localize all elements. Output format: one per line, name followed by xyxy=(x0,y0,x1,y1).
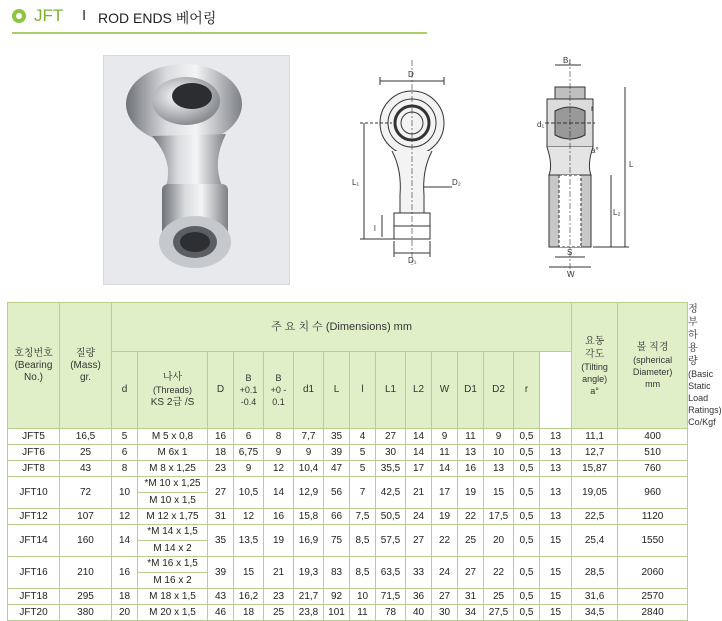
cell-w: 27 xyxy=(432,589,458,605)
cell-d2: 15 xyxy=(484,477,514,509)
cell-thread xyxy=(138,605,208,621)
col-d1: d1 xyxy=(294,352,324,429)
cell-l: 92 xyxy=(324,589,350,605)
cell-d1: 15,8 xyxy=(294,509,324,525)
cell-d: 10 xyxy=(112,477,138,509)
cell-mass: 72 xyxy=(60,477,112,509)
cell-thread xyxy=(138,589,208,605)
col-L1: L1 xyxy=(376,352,406,429)
cell-thread xyxy=(138,429,208,445)
cell-l: 4 xyxy=(350,429,376,445)
cell-r: 0,5 xyxy=(514,525,540,557)
cell-l: 5 xyxy=(350,445,376,461)
cell-mass: 160 xyxy=(60,525,112,557)
cell-r: 0,5 xyxy=(514,461,540,477)
dim-d1-label: d₁ xyxy=(537,120,545,129)
dim-l-label: l xyxy=(374,224,376,233)
cell-b1: 14 xyxy=(264,477,294,509)
cell-d: 12 xyxy=(112,509,138,525)
dim-D1-label: D₁ xyxy=(408,256,417,265)
cell-b: 16,2 xyxy=(234,589,264,605)
cell-d: 18 xyxy=(208,445,234,461)
cell-d1: 10,4 xyxy=(294,461,324,477)
dim-D2-label: D₂ xyxy=(452,178,461,187)
cell-no: JFT10 xyxy=(8,477,60,509)
table-row xyxy=(8,509,688,525)
cell-no: JFT6 xyxy=(8,445,60,461)
table-row xyxy=(8,445,688,461)
cell-b1: 25 xyxy=(264,605,294,621)
cell-w: 24 xyxy=(432,557,458,589)
cell-ball: 28,5 xyxy=(572,557,618,589)
cell-no: JFT8 xyxy=(8,461,60,477)
cell-l2: 36 xyxy=(406,589,432,605)
cell-l: 39 xyxy=(324,445,350,461)
cell-d: 46 xyxy=(208,605,234,621)
cell-l1: 27 xyxy=(376,429,406,445)
cell-d: 43 xyxy=(208,589,234,605)
cell-d1: 21,7 xyxy=(294,589,324,605)
cell-d2: 20 xyxy=(484,525,514,557)
cell-d1: 13 xyxy=(458,445,484,461)
cell-load: 2570 xyxy=(618,589,688,605)
cell-d: 27 xyxy=(208,477,234,509)
cell-b: 18 xyxy=(234,605,264,621)
cell-b: 10,5 xyxy=(234,477,264,509)
cell-mass: 43 xyxy=(60,461,112,477)
cell-l: 5 xyxy=(350,461,376,477)
cell-b: 6,75 xyxy=(234,445,264,461)
col-L: L xyxy=(324,352,350,429)
cell-d1: 19 xyxy=(458,477,484,509)
cell-tilt: 13 xyxy=(540,429,572,445)
cell-tilt: 13 xyxy=(540,445,572,461)
cell-d2: 22 xyxy=(484,557,514,589)
cell-d1: 22 xyxy=(458,509,484,525)
cell-l2: 14 xyxy=(406,445,432,461)
cell-ball: 25,4 xyxy=(572,525,618,557)
thread-spec: M 6x 1 xyxy=(157,446,188,458)
cell-tilt: 15 xyxy=(540,589,572,605)
cell-r: 0,5 xyxy=(514,557,540,589)
cell-r: 0,5 xyxy=(514,477,540,509)
cell-d2: 17,5 xyxy=(484,509,514,525)
cell-b1: 9 xyxy=(264,445,294,461)
col-mass: 질량 (Mass) gr. xyxy=(60,303,112,429)
col-bearing-no: 호칭번호 (Bearing No.) xyxy=(8,303,60,429)
cell-l1: 42,5 xyxy=(376,477,406,509)
spec-table: 호칭번호 (Bearing No.) 질량 (Mass) gr. 주 요 치 수 (Dimensions) mm 요동 각도 (Tilting angle) a° 볼 직경 (spherical Diameter) mm 정부하용량 (Basic Static Load Ratings) Co/Kgf d 나사 (Threads) KS 2급 /S D B +0.1 -0.4 B +0 - 0.1 d1 L l L1 L2 W D1 D2 r JFT5 16,5 5 M 5 x 0,8 16 6 8 7,7 35 4 27 14 9 11 9 0,5 13 11,1 400 JFT6 25 6 M 6x 1 18 6,75 9 9 39 5 30 14 11 13 10 0,5 13 12,7 510 JFT8 43 8 M 8 x 1,25 23 9 12 10,4 47 5 35,5 17 14 16 13 0,5 13 15,87 760 JFT10 72 10 *M 10 x 1,25 M 10 x 1,5 27 10,5 14 12,9 56 7 42,5 21 17 19 15 0,5 13 19,05 960 JFT12 107 12 M 12 x 1,75 31 12 16 15,8 66 7,5 50,5 24 19 22 17,5 0,5 13 22,5 1120 JFT14 160 14 *M 14 x 1,5 M 14 x 2 35 13,5 19 16,9 75 8,5 57,5 27 22 25 20 0,5 15 25,4 1550 JFT16 210 16 *M 16 x 1,5 M 16 x 2 39 15 21 19,3 83 8,5 63,5 33 24 27 22 0,5 15 28,5 2060 JFT18 295 18 M 18 x 1,5 43 16,2 23 21,7 92 10 71,5 36 27 31 25 0,5 15 31,6 2570 JFT20 380 20 M 20 x 1,5 46 18 25 23,8 101 11 78 40 30 34 27,5 0,5 15 34,5 2840 xyxy=(7,302,688,621)
cell-tilt: 13 xyxy=(540,509,572,525)
col-r: r xyxy=(514,352,540,429)
cell-b1: 19 xyxy=(264,525,294,557)
col-ball-diameter: 볼 직경 (spherical Diameter) mm xyxy=(618,303,688,429)
table-row xyxy=(8,557,688,589)
thread-spec: M 16 x 2 xyxy=(137,572,208,587)
col-L2: L2 xyxy=(406,352,432,429)
cell-no: JFT12 xyxy=(8,509,60,525)
cell-mass: 210 xyxy=(60,557,112,589)
dim-L1-label: L₁ xyxy=(352,178,360,187)
cell-l1: 35,5 xyxy=(376,461,406,477)
cell-d1: 31 xyxy=(458,589,484,605)
cell-d1: 11 xyxy=(458,429,484,445)
col-tilting: 요동 각도 (Tilting angle) a° xyxy=(572,303,618,429)
dim-L2-label: L₂ xyxy=(613,208,621,217)
cell-tilt: 15 xyxy=(540,605,572,621)
cell-l1: 50,5 xyxy=(376,509,406,525)
cell-d2: 10 xyxy=(484,445,514,461)
cell-no: JFT5 xyxy=(8,429,60,445)
thread-spec: M 8 x 1,25 xyxy=(149,462,196,474)
cell-load: 1550 xyxy=(618,525,688,557)
cell-thread xyxy=(138,477,208,509)
cell-l2: 33 xyxy=(406,557,432,589)
cell-l: 8,5 xyxy=(350,557,376,589)
cell-tilt: 15 xyxy=(540,557,572,589)
cell-l2: 27 xyxy=(406,525,432,557)
cell-r: 0,5 xyxy=(514,605,540,621)
cell-l: 10 xyxy=(350,589,376,605)
thread-spec: *M 10 x 1,25 xyxy=(144,478,201,489)
cell-load: 400 xyxy=(618,429,688,445)
cell-load: 1120 xyxy=(618,509,688,525)
table-row xyxy=(8,477,688,509)
cell-tilt: 13 xyxy=(540,477,572,509)
cell-d1: 16,9 xyxy=(294,525,324,557)
cell-load: 2060 xyxy=(618,557,688,589)
thread-spec: M 18 x 1,5 xyxy=(149,590,196,602)
header-rule xyxy=(12,32,427,34)
cell-l1: 30 xyxy=(376,445,406,461)
cell-thread xyxy=(138,557,208,589)
cell-w: 14 xyxy=(432,461,458,477)
cell-l: 7,5 xyxy=(350,509,376,525)
cell-d: 16 xyxy=(208,429,234,445)
cell-b: 9 xyxy=(234,461,264,477)
cell-l1: 57,5 xyxy=(376,525,406,557)
cell-l2: 17 xyxy=(406,461,432,477)
col-D2: D2 xyxy=(484,352,514,429)
page-header xyxy=(12,4,432,32)
cell-w: 30 xyxy=(432,605,458,621)
thread-spec: M 14 x 2 xyxy=(137,540,208,555)
dim-r-label: r xyxy=(591,104,594,113)
front-view-drawing xyxy=(352,55,472,280)
dim-B1-label: B₁ xyxy=(563,56,572,65)
cell-no: JFT20 xyxy=(8,605,60,621)
cell-load: 510 xyxy=(618,445,688,461)
cell-ball: 15,87 xyxy=(572,461,618,477)
table-row xyxy=(8,525,688,557)
cell-l2: 21 xyxy=(406,477,432,509)
dim-a-label: a° xyxy=(591,146,599,155)
col-l: l xyxy=(350,352,376,429)
col-B: B +0.1 -0.4 xyxy=(234,352,264,429)
cell-d: 5 xyxy=(112,429,138,445)
cell-ball: 12,7 xyxy=(572,445,618,461)
cell-no: JFT14 xyxy=(8,525,60,557)
cell-d1: 12,9 xyxy=(294,477,324,509)
side-view-drawing xyxy=(525,55,655,280)
cell-thread xyxy=(138,461,208,477)
cell-l: 11 xyxy=(350,605,376,621)
product-photo xyxy=(103,55,290,285)
cell-l1: 78 xyxy=(376,605,406,621)
cell-l: 35 xyxy=(324,429,350,445)
cell-d1: 9 xyxy=(294,445,324,461)
cell-d: 23 xyxy=(208,461,234,477)
cell-l: 47 xyxy=(324,461,350,477)
cell-l1: 71,5 xyxy=(376,589,406,605)
cell-d2: 27,5 xyxy=(484,605,514,621)
cell-mass: 16,5 xyxy=(60,429,112,445)
cell-d2: 9 xyxy=(484,429,514,445)
cell-d1: 19,3 xyxy=(294,557,324,589)
cell-ball: 19,05 xyxy=(572,477,618,509)
table-row xyxy=(8,605,688,621)
cell-l2: 40 xyxy=(406,605,432,621)
cell-r: 0,5 xyxy=(514,445,540,461)
thread-spec: M 10 x 1,5 xyxy=(137,492,208,507)
cell-r: 0,5 xyxy=(514,589,540,605)
title-separator: I xyxy=(82,7,87,24)
cell-ball: 11,1 xyxy=(572,429,618,445)
thread-spec: *M 16 x 1,5 xyxy=(147,558,198,569)
table-row xyxy=(8,589,688,605)
cell-d: 6 xyxy=(112,445,138,461)
cell-r: 0,5 xyxy=(514,429,540,445)
dim-L-label: L xyxy=(629,160,634,169)
table-row xyxy=(8,461,688,477)
cell-l: 8,5 xyxy=(350,525,376,557)
cell-w: 11 xyxy=(432,445,458,461)
dim-D-label: D xyxy=(408,70,414,79)
col-threads: 나사 (Threads) KS 2급 /S xyxy=(138,352,208,429)
col-D1: D1 xyxy=(458,352,484,429)
cell-d1: 16 xyxy=(458,461,484,477)
col-d: d xyxy=(112,352,138,429)
cell-d: 20 xyxy=(112,605,138,621)
cell-b: 13,5 xyxy=(234,525,264,557)
cell-d: 18 xyxy=(112,589,138,605)
cell-b1: 8 xyxy=(264,429,294,445)
col-B1: B +0 - 0.1 xyxy=(264,352,294,429)
cell-d2: 25 xyxy=(484,589,514,605)
cell-thread xyxy=(138,445,208,461)
cell-b1: 12 xyxy=(264,461,294,477)
cell-l: 101 xyxy=(324,605,350,621)
cell-mass: 295 xyxy=(60,589,112,605)
cell-w: 22 xyxy=(432,525,458,557)
page-title: ROD ENDS 베어링 xyxy=(98,10,217,26)
cell-b1: 16 xyxy=(264,509,294,525)
cell-l: 75 xyxy=(324,525,350,557)
cell-l: 66 xyxy=(324,509,350,525)
thread-spec: M 12 x 1,75 xyxy=(146,510,199,522)
cell-b1: 23 xyxy=(264,589,294,605)
cell-no: JFT16 xyxy=(8,557,60,589)
cell-d: 14 xyxy=(112,525,138,557)
cell-r: 0,5 xyxy=(514,509,540,525)
cell-b: 15 xyxy=(234,557,264,589)
cell-l: 83 xyxy=(324,557,350,589)
cell-ball: 34,5 xyxy=(572,605,618,621)
cell-d: 8 xyxy=(112,461,138,477)
cell-mass: 380 xyxy=(60,605,112,621)
cell-w: 19 xyxy=(432,509,458,525)
thread-spec: M 5 x 0,8 xyxy=(151,430,194,442)
cell-b: 6 xyxy=(234,429,264,445)
dim-S-label: S xyxy=(567,248,573,257)
cell-d: 31 xyxy=(208,509,234,525)
cell-d: 39 xyxy=(208,557,234,589)
cell-load: 760 xyxy=(618,461,688,477)
cell-d: 16 xyxy=(112,557,138,589)
cell-ball: 31,6 xyxy=(572,589,618,605)
cell-w: 9 xyxy=(432,429,458,445)
cell-l: 7 xyxy=(350,477,376,509)
table-row xyxy=(8,429,688,445)
cell-b1: 21 xyxy=(264,557,294,589)
cell-d1: 25 xyxy=(458,525,484,557)
cell-d1: 23,8 xyxy=(294,605,324,621)
thread-spec: *M 14 x 1,5 xyxy=(147,526,198,537)
cell-l1: 63,5 xyxy=(376,557,406,589)
cell-l: 56 xyxy=(324,477,350,509)
cell-d1: 34 xyxy=(458,605,484,621)
bullet-icon xyxy=(12,9,26,23)
col-D: D xyxy=(208,352,234,429)
cell-tilt: 15 xyxy=(540,525,572,557)
cell-w: 17 xyxy=(432,477,458,509)
product-code: JFT xyxy=(34,6,64,25)
dim-W-label: W xyxy=(567,270,575,279)
col-dimensions: 주 요 치 수 (Dimensions) mm xyxy=(112,303,572,352)
cell-b: 12 xyxy=(234,509,264,525)
cell-l2: 14 xyxy=(406,429,432,445)
cell-mass: 25 xyxy=(60,445,112,461)
cell-ball: 22,5 xyxy=(572,509,618,525)
cell-tilt: 13 xyxy=(540,461,572,477)
cell-thread xyxy=(138,525,208,557)
cell-d: 35 xyxy=(208,525,234,557)
col-W: W xyxy=(432,352,458,429)
cell-no: JFT18 xyxy=(8,589,60,605)
cell-d1: 7,7 xyxy=(294,429,324,445)
cell-l2: 24 xyxy=(406,509,432,525)
cell-load: 960 xyxy=(618,477,688,509)
cell-d1: 27 xyxy=(458,557,484,589)
cell-d2: 13 xyxy=(484,461,514,477)
cell-load: 2840 xyxy=(618,605,688,621)
cell-mass: 107 xyxy=(60,509,112,525)
cell-thread xyxy=(138,509,208,525)
thread-spec: M 20 x 1,5 xyxy=(149,606,196,618)
